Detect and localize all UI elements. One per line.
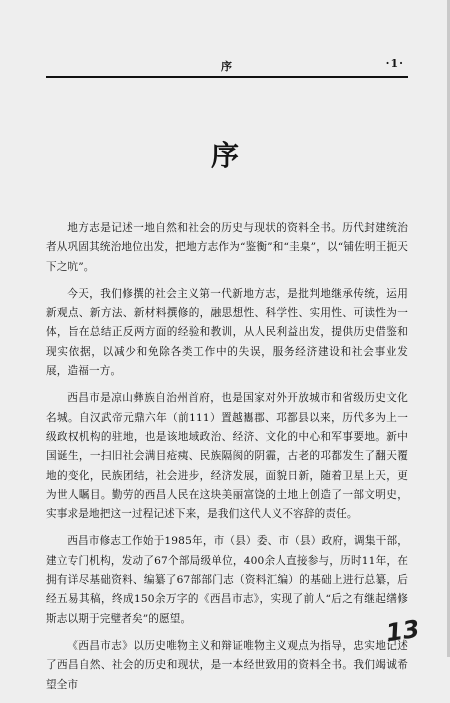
running-header — [46, 56, 408, 78]
paragraph: 地方志是记述一地自然和社会的历史与现状的资料全书。历代封建统治者从巩固其统治地位出发，把地方志作为“鉴衡”和“圭臬”，以“铺佐明王扼天下之吭”。 — [46, 222, 408, 273]
chapter-title: 序 — [210, 139, 239, 172]
paragraph: 今天，我们修撰的社会主义第一代新地方志，是批判地继承传统，运用新观点、新方法、新材料撰修的，融思想性、科学性、实用性、可读性为一体，旨在总结正反两方面的经验和教训，从人民利益出发，提供历史借鉴和现实依据，以减少和免除各类工作中的失误，服务经济建设和社会事业发展，造福一方。 — [46, 287, 408, 378]
paragraph: 《西昌市志》以历史唯物主义和辩证唯物主义观点为指导，忠实地记述了西昌自然、社会的历史和现状，是一本经世致用的资料全书。我们竭诚希望全市 — [46, 639, 408, 691]
handwritten-page-number: 13 — [384, 614, 422, 648]
paragraph: 西昌市是凉山彝族自治州首府，也是国家对外开放城市和省级历史文化名城。自汉武帝元鼎六年（前111）置越巂郡、邛都县以来，历代多为上一级政权机构的驻地，也是该地域政治、经济、文化的中心和军事要地。新中国诞生，一扫旧社会满目疮痍、民族隔阂的阴霾，古老的邛都发生了翻天覆地的变化，民族团结，社会进步，经济发展，面貌日新，随着卫星上天，更为世人瞩目。勤劳的西昌人民在这块美丽富饶的土地上创造了一部文明史，实事求是地把这一过程记述下来，是我们这代人义不容辞的责任。 — [46, 392, 408, 521]
body-text — [46, 219, 408, 703]
paragraph: 西昌市修志工作始于1985年，市（县）委、市（县）政府，调集干部，建立专门机构，发动了67个部局级单位，400余人直接参与，历时11年，在拥有详尽基础资料、编纂了67部部门志（资料汇编）的基础上进行总纂，后经五易其稿，终成150余万字的《西昌市志》，实现了前人“后之有继起缮修斯志以期于完璧者矣”的愿望。 — [46, 535, 408, 625]
page-marker: ·1· — [385, 57, 404, 70]
running-header-title: 序 — [221, 60, 234, 73]
